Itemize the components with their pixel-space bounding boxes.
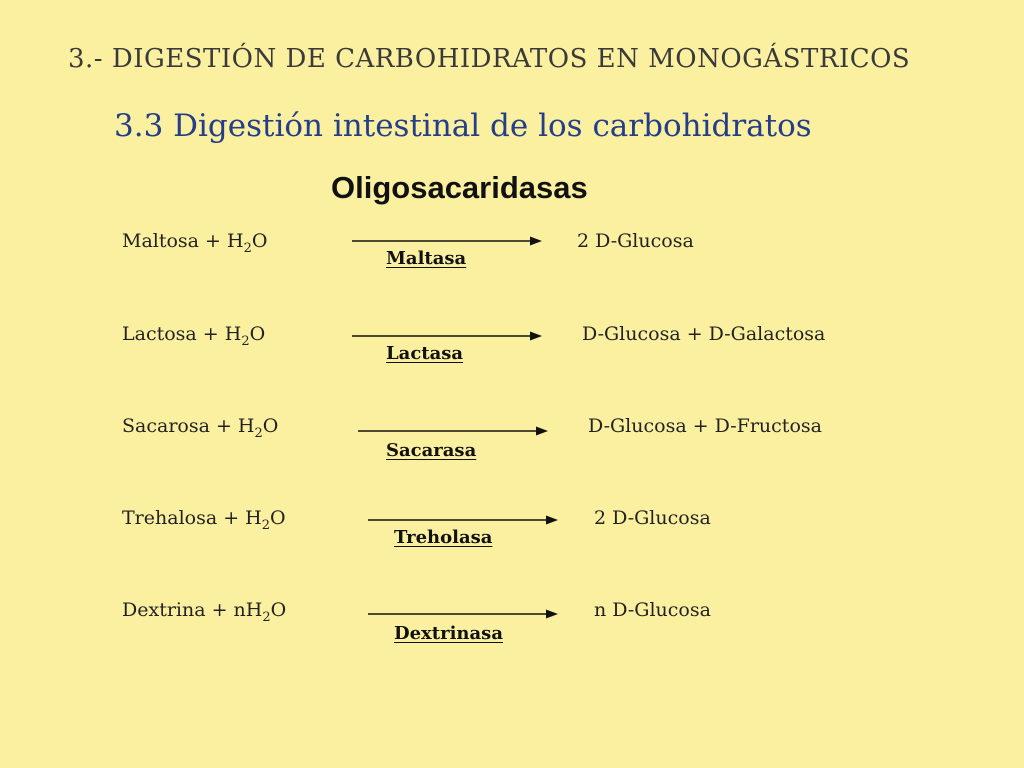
slide-header: 3.- DIGESTIÓN DE CARBOHIDRATOS EN MONOGÁSTRICOS [68,44,911,74]
reaction-row-lactose [0,323,1024,383]
reaction-arrow-icon [368,514,558,526]
reaction-product: 2 D-Glucosa [594,507,711,529]
reaction-row-trehalose [0,507,1024,567]
reaction-arrow-icon [352,235,542,247]
reaction-substrate: Lactosa + $H_2O$ [122,323,266,349]
reaction-arrow-icon [358,425,548,437]
reaction-arrow-icon [368,608,558,620]
reaction-row-dextrin [0,599,1024,659]
reaction-product: n D-Glucosa [594,599,711,621]
reaction-product: 2 D-Glucosa [577,230,694,252]
reaction-substrate: Dextrina + $nH_2O$ [122,599,287,625]
reaction-arrow-icon [352,330,542,342]
enzyme-label: Sacarasa [386,440,477,461]
reaction-product: D-Glucosa + D-Fructosa [588,415,822,437]
enzyme-label: Treholasa [394,527,493,548]
reaction-row-maltose [0,230,1024,290]
enzyme-label: Maltasa [386,248,467,269]
enzyme-label: Lactasa [386,343,464,364]
reaction-row-sucrose [0,415,1024,475]
reaction-substrate: Sacarosa + $H_2O$ [122,415,279,441]
reaction-substrate: Trehalosa + $H_2O$ [122,507,286,533]
enzyme-label: Dextrinasa [394,623,503,644]
reaction-product: D-Glucosa + D-Galactosa [582,323,826,345]
reaction-substrate: Maltosa + $H_2O$ [122,230,268,256]
slide-subtitle: 3.3 Digestión intestinal de los carbohidratos [114,108,812,144]
section-title: Oligosacaridasas [331,170,588,205]
